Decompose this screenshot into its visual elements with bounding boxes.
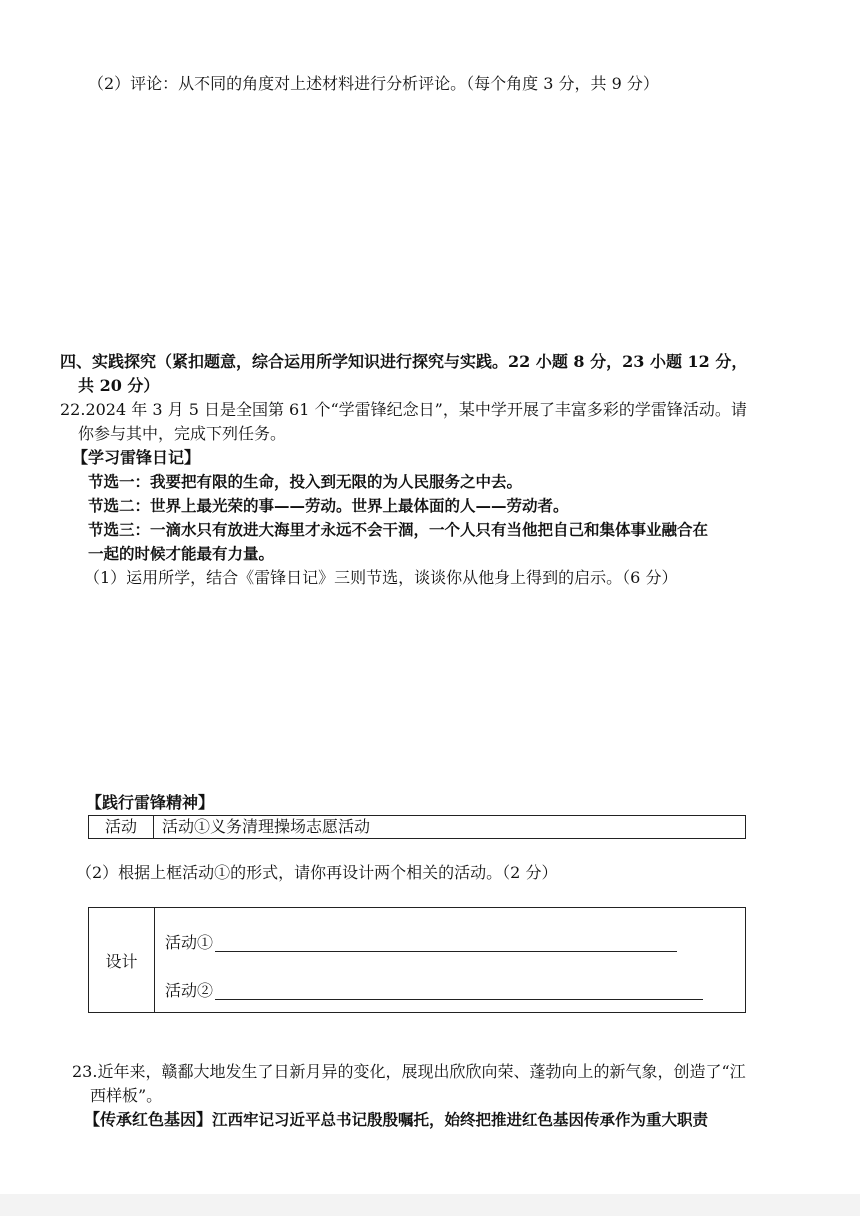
page-bottom-edge xyxy=(0,1194,860,1216)
q23-intro-line2: 西样板”。 xyxy=(90,1086,163,1105)
diary-section-title: 【学习雷锋日记】 xyxy=(72,448,201,467)
q22-intro-line1: 22.2024 年 3 月 5 日是全国第 61 个“学雷锋纪念日”，某中学开展了丰富多彩的学雷锋活动。请 xyxy=(60,400,747,419)
design-item-1-label: 活动① xyxy=(165,933,214,952)
practice-section-title: 【践行雷锋精神】 xyxy=(86,793,215,812)
red-gene-text: 江西牢记习近平总书记殷殷嘱托，始终把推进红色基因传承作为重大职责 xyxy=(212,1111,709,1129)
activity-table-label: 活动 xyxy=(89,816,154,839)
section4-heading-line1: 四、实践探究（紧扣题意，综合运用所学知识进行探究与实践。22 小题 8 分，23 小题 12 分， xyxy=(60,352,748,371)
q21-part2-prompt: （2）评论：从不同的角度对上述材料进行分析评论。（每个角度 3 分，共 9 分） xyxy=(88,74,659,93)
q23-red-gene-paragraph xyxy=(84,1108,708,1132)
design-label: 设计 xyxy=(105,951,138,971)
q22-part1-prompt: （1）运用所学，结合《雷锋日记》三则节选，谈谈你从他身上得到的启示。（6 分） xyxy=(84,568,678,587)
design-item-2-answer-line[interactable] xyxy=(215,999,703,1000)
q22-intro-line2: 你参与其中，完成下列任务。 xyxy=(78,424,287,443)
diary-excerpt-3-line2: 一起的时候才能最有力量。 xyxy=(88,545,275,563)
section4-heading-line2: 共 20 分） xyxy=(78,376,160,395)
q22-part2-prompt: （2）根据上框活动①的形式，请你再设计两个相关的活动。（2 分） xyxy=(76,863,558,882)
diary-excerpt-1: 节选一：我要把有限的生命，投入到无限的为人民服务之中去。 xyxy=(88,473,523,491)
table-row xyxy=(89,816,746,839)
design-label-cell xyxy=(89,908,155,1012)
diary-excerpt-3-line1: 节选三：一滴水只有放进大海里才永远不会干涸，一个人只有当他把自己和集体事业融合在 xyxy=(88,521,709,539)
diary-excerpt-2: 节选二：世界上最光荣的事——劳动。世界上最体面的人——劳动者。 xyxy=(88,497,569,515)
design-answer-box xyxy=(88,907,746,1013)
activity-table-value: 活动①义务清理操场志愿活动 xyxy=(154,816,746,839)
red-gene-section-title: 【传承红色基因】 xyxy=(84,1110,213,1129)
activity-table xyxy=(88,815,746,839)
design-item-2-label: 活动② xyxy=(165,981,214,1000)
q23-intro-line1: 23.近年来，赣鄱大地发生了日新月异的变化，展现出欣欣向荣、蓬勃向上的新气象，创造了“江 xyxy=(72,1062,746,1081)
design-item-1-answer-line[interactable] xyxy=(215,951,677,952)
